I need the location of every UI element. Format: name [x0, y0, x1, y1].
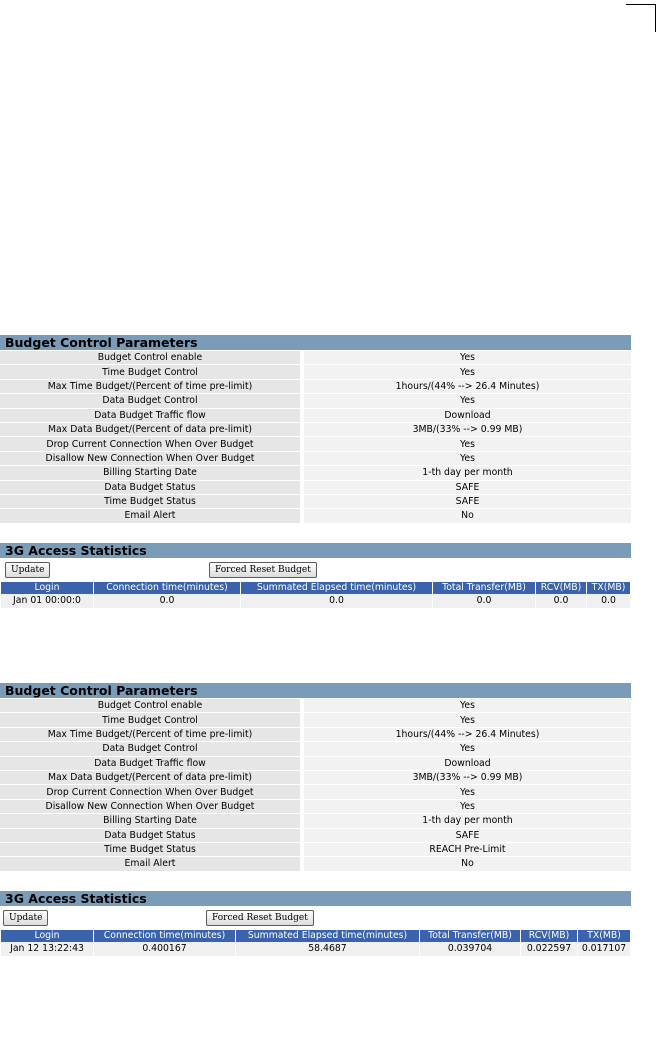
- param-row: [0, 829, 631, 842]
- param-value: SAFE: [304, 829, 631, 842]
- column-header-total-transfer: Total Transfer(MB): [433, 582, 535, 594]
- cell-login: Jan 01 00:00:0: [1, 594, 93, 608]
- cell-tx: 0.017107: [578, 942, 630, 956]
- param-label: Data Budget Status: [0, 829, 300, 842]
- page-corner-mark: [626, 4, 656, 32]
- statistics-table: [0, 930, 631, 956]
- param-label: Disallow New Connection When Over Budget: [0, 452, 300, 465]
- param-row: [0, 785, 631, 798]
- param-label: Max Time Budget/(Percent of time pre-limit): [0, 728, 300, 741]
- cell-total-transfer: 0.039704: [420, 942, 520, 956]
- param-value: No: [304, 857, 631, 870]
- section-title: 3G Access Statistics: [0, 891, 631, 906]
- parameters-table: [0, 698, 631, 872]
- param-row: [0, 742, 631, 755]
- table-header-row: [1, 930, 630, 942]
- button-row: [0, 558, 631, 582]
- column-header-tx: TX(MB): [578, 930, 630, 942]
- table-row: [1, 594, 630, 608]
- param-label: Billing Starting Date: [0, 814, 300, 827]
- table-header-row: [1, 582, 630, 594]
- table-row: [1, 942, 630, 956]
- param-row: [0, 509, 631, 522]
- param-label: Max Time Budget/(Percent of time pre-limit): [0, 380, 300, 393]
- column-header-connection-time: Connection time(minutes): [94, 582, 240, 594]
- param-value: Yes: [304, 351, 631, 364]
- column-header-tx: TX(MB): [587, 582, 630, 594]
- update-button[interactable]: Update: [5, 562, 50, 578]
- param-value: Download: [304, 409, 631, 422]
- param-value: Yes: [304, 713, 631, 726]
- cell-summated-elapsed-time: 0.0: [241, 594, 432, 608]
- param-row: [0, 466, 631, 479]
- param-label: Max Data Budget/(Percent of data pre-limit): [0, 423, 300, 436]
- param-value: Yes: [304, 785, 631, 798]
- param-row: [0, 843, 631, 856]
- param-value: Download: [304, 757, 631, 770]
- cell-summated-elapsed-time: 58.4687: [236, 942, 419, 956]
- param-value: 1-th day per month: [304, 466, 631, 479]
- param-label: Email Alert: [0, 509, 300, 522]
- cell-login: Jan 12 13:22:43: [1, 942, 93, 956]
- param-label: Budget Control enable: [0, 351, 300, 364]
- param-value: Yes: [304, 394, 631, 407]
- cell-total-transfer: 0.0: [433, 594, 535, 608]
- param-row: [0, 771, 631, 784]
- param-label: Data Budget Traffic flow: [0, 409, 300, 422]
- param-value: Yes: [304, 742, 631, 755]
- param-value: 1hours/(44% --> 26.4 Minutes): [304, 728, 631, 741]
- button-row: [0, 906, 631, 930]
- param-row: [0, 857, 631, 870]
- forced-reset-budget-button[interactable]: Forced Reset Budget: [206, 910, 314, 926]
- param-label: Drop Current Connection When Over Budget: [0, 785, 300, 798]
- cell-rcv: 0.0: [536, 594, 586, 608]
- param-value: No: [304, 509, 631, 522]
- access-statistics-panel-1: [0, 543, 631, 608]
- cell-tx: 0.0: [587, 594, 630, 608]
- param-label: Time Budget Control: [0, 365, 300, 378]
- param-value: Yes: [304, 365, 631, 378]
- param-label: Max Data Budget/(Percent of data pre-limit): [0, 771, 300, 784]
- param-label: Data Budget Status: [0, 481, 300, 494]
- param-row: [0, 380, 631, 393]
- param-value: SAFE: [304, 495, 631, 508]
- param-row: [0, 814, 631, 827]
- column-header-rcv: RCV(MB): [521, 930, 577, 942]
- param-row: [0, 437, 631, 450]
- param-row: [0, 423, 631, 436]
- column-header-login: Login: [1, 582, 93, 594]
- param-row: [0, 728, 631, 741]
- param-row: [0, 800, 631, 813]
- param-label: Data Budget Control: [0, 394, 300, 407]
- param-label: Drop Current Connection When Over Budget: [0, 437, 300, 450]
- statistics-table: [0, 582, 631, 608]
- param-row: [0, 481, 631, 494]
- cell-connection-time: 0.400167: [94, 942, 235, 956]
- param-label: Email Alert: [0, 857, 300, 870]
- param-label: Time Budget Status: [0, 843, 300, 856]
- cell-connection-time: 0.0: [94, 594, 240, 608]
- param-value: 3MB/(33% --> 0.99 MB): [304, 771, 631, 784]
- param-value: 1hours/(44% --> 26.4 Minutes): [304, 380, 631, 393]
- column-header-total-transfer: Total Transfer(MB): [420, 930, 520, 942]
- column-header-rcv: RCV(MB): [536, 582, 586, 594]
- parameters-table: [0, 350, 631, 524]
- budget-control-parameters-panel-2: [0, 683, 631, 872]
- update-button[interactable]: Update: [3, 910, 48, 926]
- column-header-summated-elapsed-time: Summated Elapsed time(minutes): [236, 930, 419, 942]
- param-label: Data Budget Traffic flow: [0, 757, 300, 770]
- column-header-login: Login: [1, 930, 93, 942]
- param-row: [0, 713, 631, 726]
- param-label: Time Budget Control: [0, 713, 300, 726]
- param-row: [0, 365, 631, 378]
- param-label: Disallow New Connection When Over Budget: [0, 800, 300, 813]
- param-row: [0, 757, 631, 770]
- param-value: REACH Pre-Limit: [304, 843, 631, 856]
- param-row: [0, 394, 631, 407]
- column-header-summated-elapsed-time: Summated Elapsed time(minutes): [241, 582, 432, 594]
- section-title: Budget Control Parameters: [0, 683, 631, 698]
- section-title: 3G Access Statistics: [0, 543, 631, 558]
- param-row: [0, 452, 631, 465]
- param-row: [0, 409, 631, 422]
- param-label: Billing Starting Date: [0, 466, 300, 479]
- param-label: Data Budget Control: [0, 742, 300, 755]
- budget-control-parameters-panel-1: [0, 335, 631, 524]
- cell-rcv: 0.022597: [521, 942, 577, 956]
- column-header-connection-time: Connection time(minutes): [94, 930, 235, 942]
- param-value: Yes: [304, 452, 631, 465]
- param-row: [0, 699, 631, 712]
- param-label: Budget Control enable: [0, 699, 300, 712]
- section-title: Budget Control Parameters: [0, 335, 631, 350]
- param-label: Time Budget Status: [0, 495, 300, 508]
- forced-reset-budget-button[interactable]: Forced Reset Budget: [209, 562, 317, 578]
- access-statistics-panel-2: [0, 891, 631, 956]
- param-value: 3MB/(33% --> 0.99 MB): [304, 423, 631, 436]
- param-value: SAFE: [304, 481, 631, 494]
- param-row: [0, 351, 631, 364]
- param-value: Yes: [304, 437, 631, 450]
- param-value: Yes: [304, 699, 631, 712]
- param-value: 1-th day per month: [304, 814, 631, 827]
- param-value: Yes: [304, 800, 631, 813]
- param-row: [0, 495, 631, 508]
